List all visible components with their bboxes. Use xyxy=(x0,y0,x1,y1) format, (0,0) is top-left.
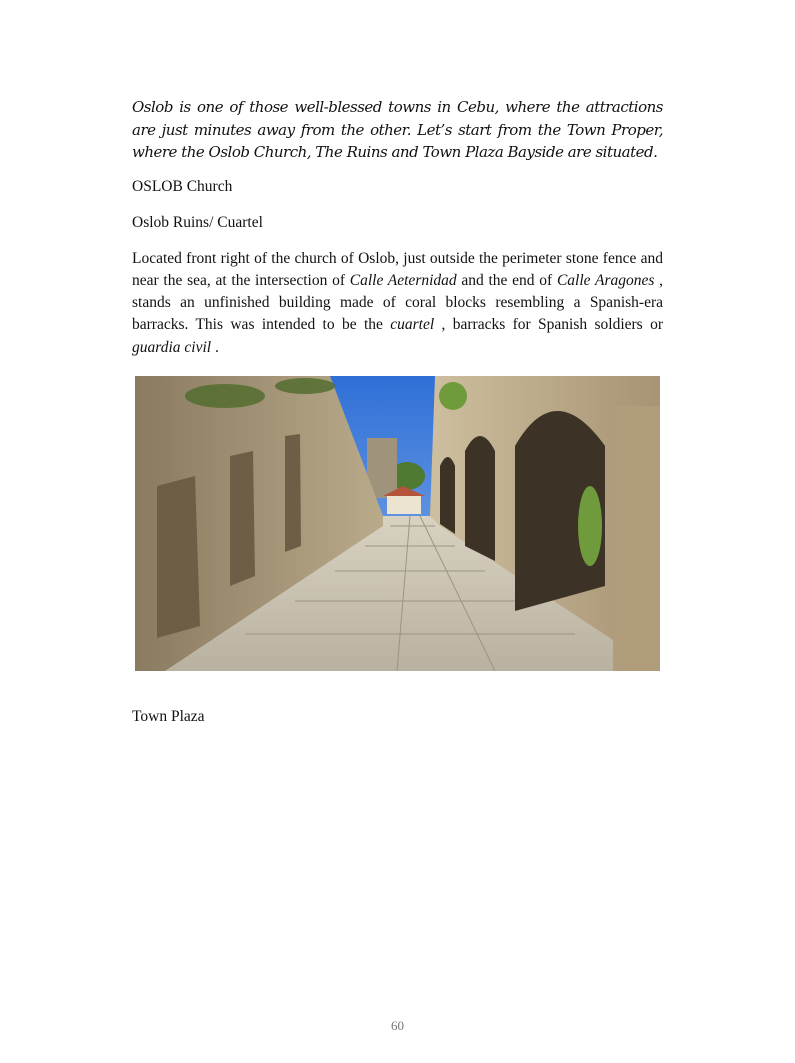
heading-town-plaza: Town Plaza xyxy=(132,708,205,725)
text-segment: , stands an unfinished building made of coral blocks resembling a Spanish-era barracks. This was intended to be the xyxy=(132,271,663,334)
page-number: 60 xyxy=(391,1018,404,1033)
text-segment: , barracks for Spanish soldiers or xyxy=(434,316,663,334)
heading-oslob-ruins: Oslob Ruins/ Cuartel xyxy=(132,213,263,231)
street-name-aeternidad: Calle Aeternidad xyxy=(349,271,457,289)
heading-oslob-church: OSLOB Church xyxy=(132,177,233,195)
term-guardia-civil: guardia civil xyxy=(132,338,212,356)
text-segment: and the end of xyxy=(456,271,557,289)
street-name-aragones: Calle Aragones xyxy=(556,271,655,289)
text-segment: Located front right of the church of Oslob, just outside the perimeter stone fence and near the sea, at the intersection of xyxy=(132,249,663,289)
term-cuartel: cuartel xyxy=(390,316,435,334)
ruins-description xyxy=(132,248,663,359)
page-content xyxy=(132,96,663,369)
text-segment: . xyxy=(211,338,219,356)
ruins-photo xyxy=(135,376,660,671)
right-pillar xyxy=(613,406,660,671)
intro-paragraph: Oslob is one of those well-blessed towns in Cebu, where the attractions are just minutes away from the other. Let’s start from the Town Proper, where the Oslob Church, The Ruins and Town Plaza Bayside are situated. xyxy=(132,98,663,161)
